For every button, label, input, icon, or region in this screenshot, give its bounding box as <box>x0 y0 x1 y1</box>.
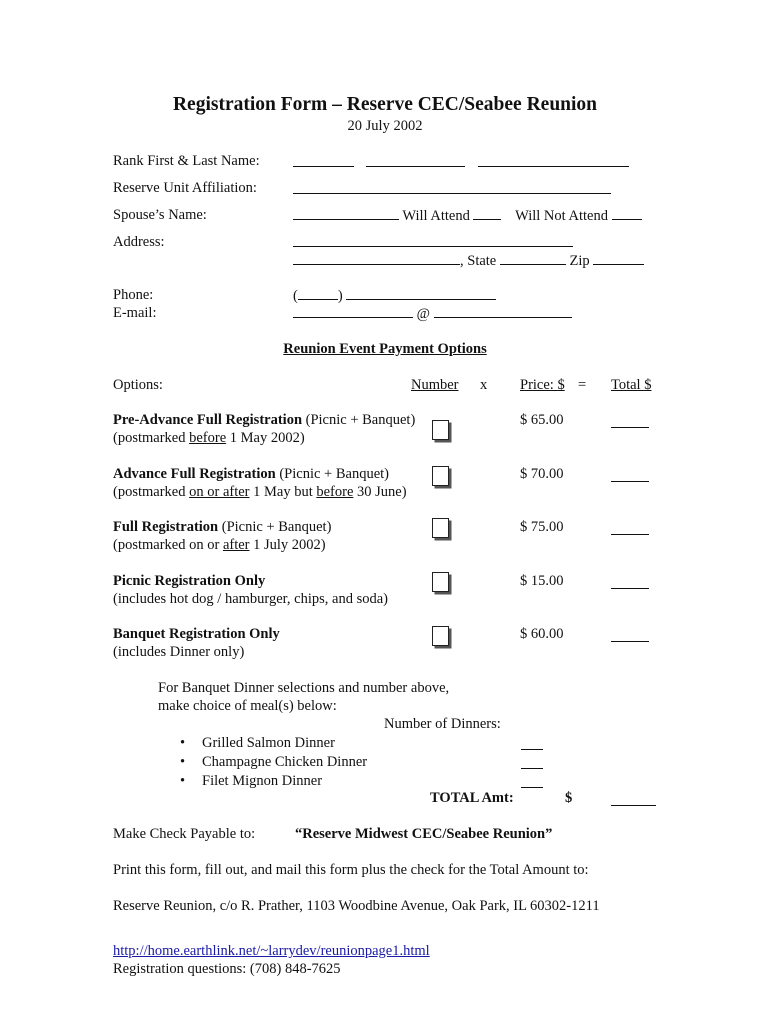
salmon-count-blank[interactable] <box>521 737 543 750</box>
total-currency: $ <box>565 790 573 806</box>
filet-count-blank[interactable] <box>521 775 543 788</box>
state-blank[interactable] <box>500 252 566 265</box>
will-not-attend-label: Will Not Attend <box>515 208 608 224</box>
option-pre-advance-note <box>113 430 305 447</box>
option-total-blank[interactable] <box>611 522 649 535</box>
option-detail: (Picnic + Banquet) <box>218 519 332 535</box>
note-text: 1 May 2002) <box>226 430 305 446</box>
reunion-page-link[interactable]: http://home.earthlink.net/~larrydev/reunionpage1.html <box>113 943 430 959</box>
zip-blank[interactable] <box>593 252 644 265</box>
mailing-address: Reserve Reunion, c/o R. Prather, 1103 Woodbine Avenue, Oak Park, IL 60302-1211 <box>113 898 600 914</box>
check-payee: “Reserve Midwest CEC/Seabee Reunion” <box>295 826 553 842</box>
spouse-label: Spouse’s Name: <box>113 207 207 223</box>
option-price: $ 70.00 <box>520 466 564 482</box>
meal-list <box>176 734 367 791</box>
last-name-blank[interactable] <box>478 154 629 167</box>
note-emphasis: before <box>316 484 354 500</box>
note-text: (postmarked on or <box>113 537 223 553</box>
option-total-blank[interactable] <box>611 576 649 589</box>
option-detail: (Picnic + Banquet) <box>302 412 416 428</box>
total-header: Total $ <box>611 377 652 393</box>
price-header: Price: $ <box>520 377 565 393</box>
note-text: 1 May but <box>249 484 317 500</box>
equals-sign: = <box>578 377 587 393</box>
address-label: Address: <box>113 234 165 250</box>
spouse-row <box>293 207 642 225</box>
option-name: Advance Full Registration <box>113 466 276 482</box>
spouse-name-blank[interactable] <box>293 207 399 220</box>
option-price: $ 60.00 <box>520 626 564 642</box>
first-name-blank[interactable] <box>366 154 465 167</box>
picnic-checkbox[interactable] <box>432 572 449 592</box>
email-at-sign: @ <box>416 306 430 322</box>
email-domain-blank[interactable] <box>434 305 572 318</box>
meal-filet: • Filet Mignon Dinner <box>176 772 367 791</box>
banquet-intro-line1: For Banquet Dinner selections and number above, <box>158 680 450 696</box>
option-name: Full Registration <box>113 519 219 535</box>
option-advance-note <box>113 484 407 501</box>
note-emphasis: on or after <box>189 484 250 500</box>
area-code-blank[interactable] <box>298 287 338 300</box>
banquet-intro-line2: make choice of meal(s) below: <box>158 698 337 714</box>
check-label: Make Check Payable to: <box>113 826 256 842</box>
total-amount-blank[interactable] <box>611 793 656 806</box>
form-date: 20 July 2002 <box>347 118 423 134</box>
phone-close-paren: ) <box>337 288 343 304</box>
registration-questions: Registration questions: (708) 848-7625 <box>113 961 341 977</box>
option-detail: (Picnic + Banquet) <box>275 466 389 482</box>
option-total-blank[interactable] <box>611 469 649 482</box>
meal-salmon: • Grilled Salmon Dinner <box>176 734 367 753</box>
city-blank[interactable] <box>293 252 460 265</box>
phone-open-paren: ( <box>293 288 298 304</box>
dinners-label: Number of Dinners: <box>384 716 501 732</box>
note-text: 30 June) <box>353 484 407 500</box>
option-banquet-note: (includes Dinner only) <box>113 644 245 660</box>
option-full <box>113 519 331 536</box>
note-text: 1 July 2002) <box>249 537 326 553</box>
option-picnic: Picnic Registration Only <box>113 573 266 589</box>
will-attend-blank[interactable] <box>473 207 501 220</box>
email-label: E-mail: <box>113 305 157 321</box>
option-banquet: Banquet Registration Only <box>113 626 280 642</box>
will-not-attend-blank[interactable] <box>612 207 642 220</box>
full-checkbox[interactable] <box>432 518 449 538</box>
option-advance <box>113 466 389 483</box>
zip-label: Zip <box>569 253 590 269</box>
option-total-blank[interactable] <box>611 415 649 428</box>
option-pre-advance <box>113 412 415 429</box>
option-total-blank[interactable] <box>611 629 649 642</box>
option-price: $ 75.00 <box>520 519 564 535</box>
rank-name-label: Rank First & Last Name: <box>113 153 260 169</box>
address-line1-blank[interactable] <box>293 234 573 247</box>
rank-name-fields[interactable] <box>293 154 629 172</box>
email-row <box>293 305 572 323</box>
option-full-note <box>113 537 326 554</box>
phone-label: Phone: <box>113 287 154 303</box>
unit-label: Reserve Unit Affiliation: <box>113 180 257 196</box>
page-title: Registration Form – Reserve CEC/Seabee Reunion <box>172 94 598 115</box>
advance-checkbox[interactable] <box>432 466 449 486</box>
email-user-blank[interactable] <box>293 305 413 318</box>
option-price: $ 65.00 <box>520 412 564 428</box>
will-attend-label: Will Attend <box>402 208 470 224</box>
banquet-checkbox[interactable] <box>432 626 449 646</box>
note-text: (postmarked <box>113 430 190 446</box>
unit-blank[interactable] <box>293 181 611 194</box>
address-line2 <box>293 252 644 270</box>
note-text: (postmarked <box>113 484 190 500</box>
chicken-count-blank[interactable] <box>521 756 543 769</box>
option-name: Pre-Advance Full Registration <box>113 412 303 428</box>
pre-advance-checkbox[interactable] <box>432 420 449 440</box>
number-header: Number <box>411 377 459 393</box>
times-sign: x <box>480 377 488 393</box>
meal-chicken: • Champagne Chicken Dinner <box>176 753 367 772</box>
rank-blank[interactable] <box>293 154 354 167</box>
phone-row <box>293 287 496 305</box>
options-header: Options: <box>113 377 163 393</box>
total-amount-label: TOTAL Amt: <box>430 790 514 806</box>
phone-number-blank[interactable] <box>346 287 496 300</box>
payment-heading: Reunion Event Payment Options <box>283 341 487 357</box>
note-emphasis: after <box>222 537 250 553</box>
note-emphasis: before <box>189 430 227 446</box>
state-label: , State <box>460 253 497 269</box>
option-price: $ 15.00 <box>520 573 564 589</box>
option-picnic-note: (includes hot dog / hamburger, chips, and soda) <box>113 591 388 607</box>
mail-instructions: Print this form, fill out, and mail this form plus the check for the Total Amount to: <box>113 862 589 878</box>
